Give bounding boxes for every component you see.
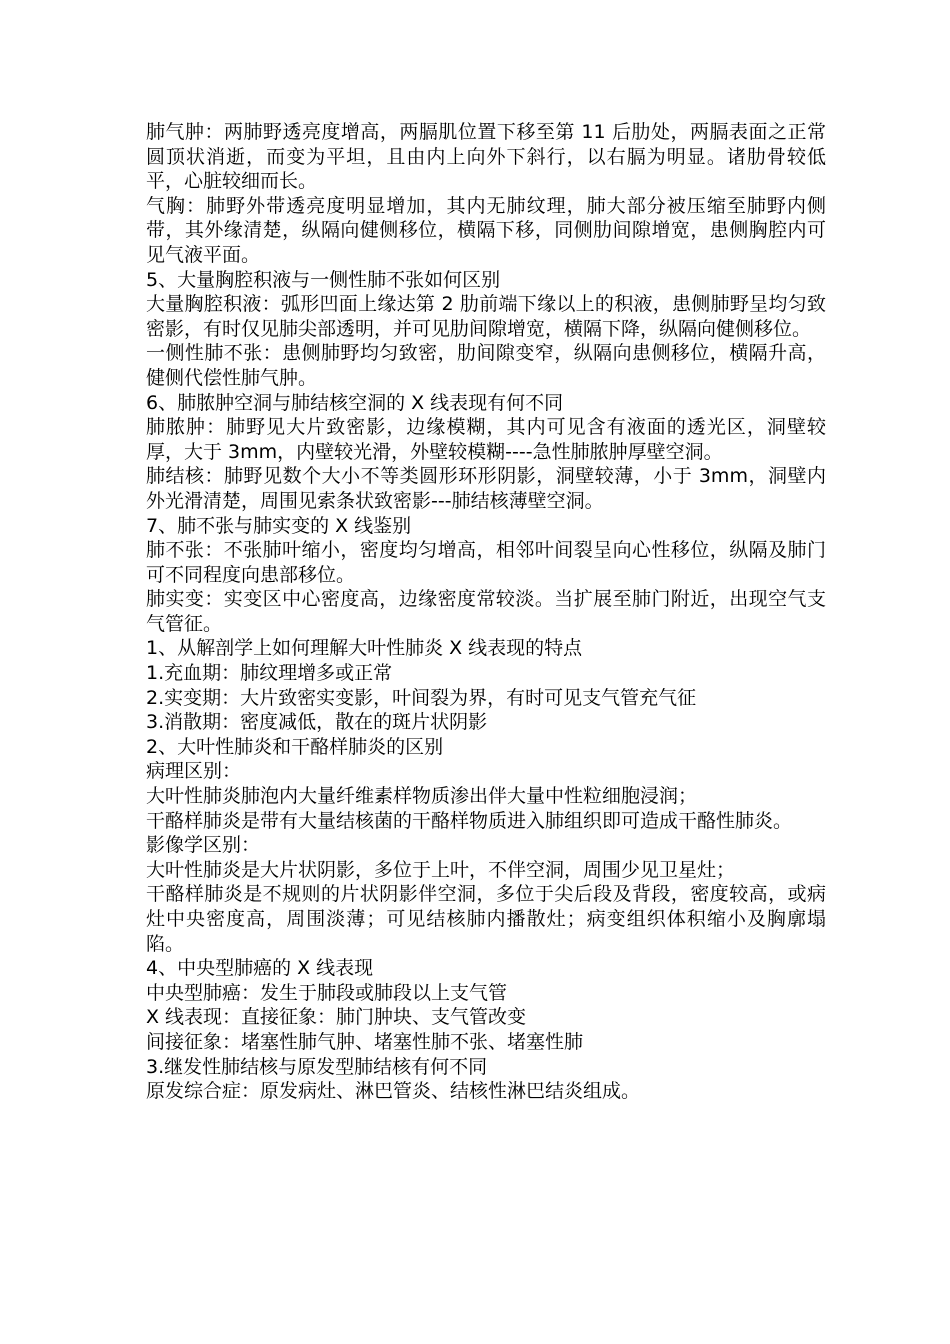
paragraph-indirect-signs: 间接征象：堵塞性肺气肿、堵塞性肺不张、堵塞性肺 [146,1030,584,1053]
paragraph-primary-complex: 原发综合症：原发病灶、淋巴管炎、结核性淋巴结炎组成。 [146,1080,641,1103]
paragraph-direct-signs: X 线表现：直接征象：肺门肿块、支气管改变 [146,1006,527,1029]
paragraph-emphysema: 肺气肿：两肺野透亮度增高，两膈肌位置下移至第 11 后肋处，两膈表面之正常圆顶状消逝，而变为平坦，且由内上向外下斜行，以右膈为明显。诸肋骨较低平，心脏较细而长。 [146,121,826,193]
paragraph-lobar-pneumonia-pathology: 大叶性肺炎肺泡内大量纤维素样物质渗出伴大量中性粒细胞浸润； [146,785,698,808]
heading-question-2: 2、大叶性肺炎和干酪样肺炎的区别 [146,735,444,758]
list-item-congestion-stage: 1.充血期：肺纹理增多或正常 [146,662,393,685]
heading-question-7: 7、肺不张与肺实变的 X 线鉴别 [146,514,412,537]
paragraph-caseous-pneumonia-pathology: 干酪样肺炎是带有大量结核菌的干酪样物质进入肺组织即可造成干酪性肺炎。 [146,809,793,832]
subheading-imaging: 影像学区别： [146,834,261,857]
paragraph-consolidation: 肺实变：实变区中心密度高，边缘密度常较淡。当扩展至肺门附近，出现空气支气管征。 [146,588,826,635]
paragraph-pleural-effusion: 大量胸腔积液：弧形凹面上缘达第 2 肋前端下缘以上的积液，患侧肺野呈均匀致密影，有时仅见肺尖部透明，并可见肋间隙增宽，横隔下降，纵隔向健侧移位。 [146,293,826,340]
paragraph-central-lung-cancer: 中央型肺癌：发生于肺段或肺段以上支气管 [146,981,508,1004]
heading-question-4: 4、中央型肺癌的 X 线表现 [146,957,374,980]
list-item-consolidation-stage: 2.实变期：大片致密实变影，叶间裂为界，有时可见支气管充气征 [146,686,697,709]
subheading-pathology: 病理区别： [146,760,242,783]
paragraph-pneumothorax: 气胸：肺野外带透亮度明显增加，其内无肺纹理，肺大部分被压缩至肺野内侧带，其外缘清楚，纵隔向健侧移位，横隔下移，同侧肋间隙增宽，患侧胸腔内可见气液平面。 [146,194,826,266]
paragraph-atelectasis: 肺不张：不张肺叶缩小，密度均匀增高，相邻叶间裂呈向心性移位，纵隔及肺门可不同程度向患部移位。 [146,539,826,586]
paragraph-lobar-pneumonia-imaging: 大叶性肺炎是大片状阴影，多位于上叶，不伴空洞，周围少见卫星灶； [146,858,736,881]
paragraph-atelectasis-one-side: 一侧性肺不张：患侧肺野均匀致密，肋间隙变窄，纵隔向患侧移位，横隔升高，健侧代偿性肺气肿。 [146,342,826,389]
list-item-resolution-stage: 3.消散期：密度减低，散在的斑片状阴影 [146,711,488,734]
heading-question-6: 6、肺脓肿空洞与肺结核空洞的 X 线表现有何不同 [146,391,564,414]
document-body [146,120,826,1104]
heading-question-1: 1、从解剖学上如何理解大叶性肺炎 X 线表现的特点 [146,637,583,660]
paragraph-caseous-pneumonia-imaging: 干酪样肺炎是不规则的片状阴影伴空洞，多位于尖后段及背段，密度较高，或病灶中央密度高，周围淡薄；可见结核肺内播散灶；病变组织体积缩小及胸廓塌陷。 [146,883,826,955]
paragraph-tuberculosis-cavity: 肺结核：肺野见数个大小不等类圆形环形阴影，洞壁较薄，小于 3mm，洞壁内外光滑清楚，周围见索条状致密影---肺结核薄壁空洞。 [146,465,826,512]
paragraph-lung-abscess: 肺脓肿：肺野见大片致密影，边缘模糊，其内可见含有液面的透光区，洞壁较厚，大于 3mm，内壁较光滑，外壁较模糊----急性肺脓肿厚壁空洞。 [146,416,826,463]
heading-question-3: 3.继发性肺结核与原发型肺结核有何不同 [146,1055,488,1078]
heading-question-5: 5、大量胸腔积液与一侧性肺不张如何区别 [146,268,501,291]
